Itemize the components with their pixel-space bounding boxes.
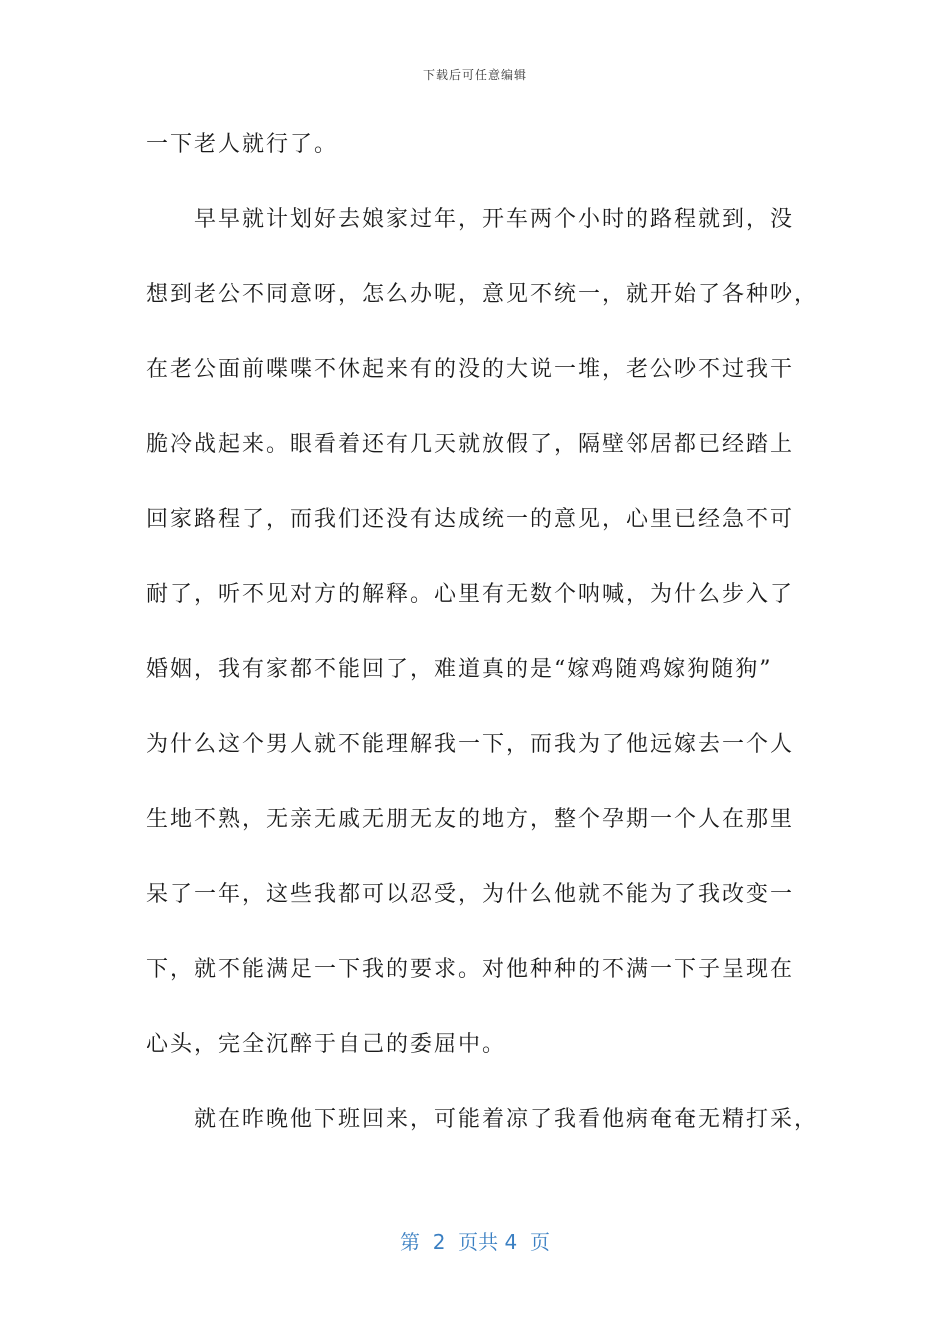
text-line: 生地不熟，无亲无戚无朋无友的地方，整个孕期一个人在那里 [146,807,795,832]
text-line: 下，就不能满足一下我的要求。对他种种的不满一下子呈现在 [146,957,795,982]
text-line: 心头，完全沉醉于自己的委屈中。 [146,1032,507,1057]
text-line: 为什么这个男人就不能理解我一下，而我为了他远嫁去一个人 [146,732,795,757]
text-line: 就在昨晚他下班回来，可能着凉了我看他病奄奄无精打采， [194,1107,819,1132]
text-line: 耐了，听不见对方的解释。心里有无数个呐喊，为什么步入了 [146,582,795,607]
text-line: 脆冷战起来。眼看着还有几天就放假了，隔壁邻居都已经踏上 [146,432,795,457]
text-line: 想到老公不同意呀，怎么办呢，意见不统一，就开始了各种吵， [146,282,819,307]
page-number: 第 2 页共 4 页 [400,1230,550,1254]
text-line: 婚姻，我有家都不能回了，难道真的是“嫁鸡随鸡嫁狗随狗” [146,657,773,682]
text-line: 早早就计划好去娘家过年，开车两个小时的路程就到，没 [194,207,795,232]
text-line: 呆了一年，这些我都可以忍受，为什么他就不能为了我改变一 [146,882,795,907]
text-line: 一下老人就行了。 [146,132,339,157]
text-line: 回家路程了，而我们还没有达成统一的意见，心里已经急不可 [146,507,795,532]
text-line: 在老公面前喋喋不休起来有的没的大说一堆，老公吵不过我干 [146,357,795,382]
header-note: 下载后可任意编辑 [422,68,527,82]
